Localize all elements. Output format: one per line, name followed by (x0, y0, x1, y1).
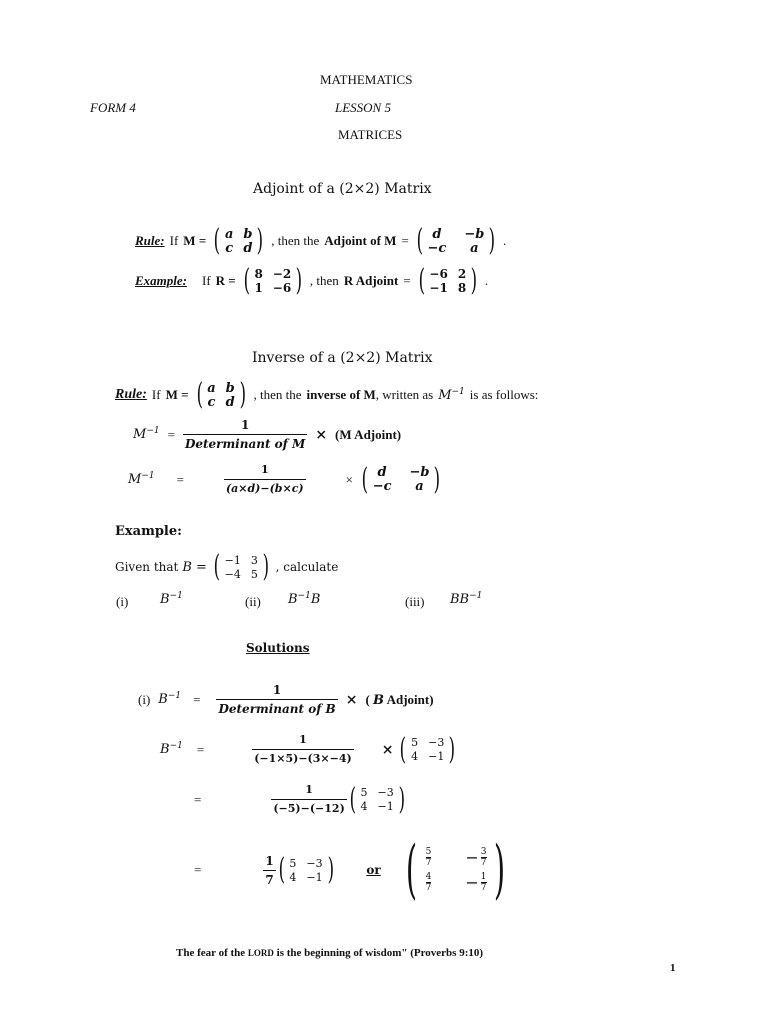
topic-title: MATRICES (338, 127, 403, 142)
formula1-lhs: $M^{-1}$ (133, 426, 160, 442)
solution-step-1 (138, 683, 434, 716)
solution-step-3 (194, 783, 407, 816)
step3-fraction: $\frac{1}{(-5)-(-12)}$ (273, 783, 345, 815)
matrix-r-adj: ( −6 2 −1 8 ) (418, 263, 478, 298)
inverse-formula-1: $M^{-1}$ = $\frac{1}{\text{Determinant of M}}$ × (M Adjoint) (133, 418, 402, 451)
solution-step-2 (160, 733, 458, 766)
solution-step-4 (194, 833, 512, 907)
cell-neg-3-7: − $\frac{3}{7}$ (465, 847, 487, 868)
formula2-lhs: $M^{-1}$ (128, 471, 155, 487)
example-label: Example: (135, 273, 187, 288)
part-iii-expr: $BB^{-1}$ (450, 591, 483, 607)
step2-eq: = (196, 741, 205, 757)
given-text: Given that (115, 560, 179, 574)
formula2-matrix: ( d −b −c a ) (361, 461, 441, 497)
inverse-rule-text: , then the (253, 387, 302, 402)
step1-fraction: $\frac{1}{\text{Determinant of B}}$ (218, 683, 336, 716)
step4-matrix: ( 5 −3 4 −1 ) (278, 852, 334, 887)
step4-fraction-matrix: ( 5 7 − $\frac{3}{7}$ 4 7 − $\frac{1}{7}$ ) (405, 833, 505, 907)
inverse-symbol: $M^{-1}$ (438, 386, 465, 403)
step4-fraction: $\frac{1}{7}$ (265, 853, 274, 887)
inverse-rule-follows: is as follows: (469, 387, 539, 402)
inverse-formula-2: $M^{-1}$ = $\frac{1}{(a\times d)-(b\times c)}$ × ( d −b −c a ) (128, 463, 443, 496)
part-i-expr: $B^{-1}$ (160, 591, 183, 607)
subject-title: MATHEMATICS (320, 72, 413, 87)
calculate-text: , calculate (275, 560, 339, 574)
cell-4-7: 4 7 (425, 872, 432, 893)
step4-eq: = (194, 862, 202, 877)
step2-fraction: $\frac{1}{(-1\times 5)-(3\times-4)}$ (254, 733, 352, 765)
footer-quote: The fear of the LORD is the beginning of wisdom" (Proverbs 9:10) (176, 947, 484, 959)
step1-times: × (345, 691, 358, 708)
inverse-rule-bold: inverse of M (306, 387, 376, 402)
inverse-rule-label: Rule: (115, 387, 147, 402)
step2-matrix: ( 5 −3 4 −1 ) (400, 731, 456, 767)
part-ii-num: (ii) (245, 594, 261, 609)
step2-times: × (381, 741, 394, 758)
example-heading: Example: (115, 524, 182, 539)
formula1-adjoint: (M Adjoint) (335, 426, 402, 442)
matrix-b: ( −1 3 −4 5 ) (213, 549, 269, 584)
formula2-fraction: $\frac{1}{(a\times d)-(b\times c)}$ (225, 463, 304, 495)
ex-then: , then (309, 273, 339, 288)
adjoint-rule: Rule: If M = ( a b c d ) , then the Adjoint of M = ( d −b −c a ) . (135, 223, 507, 258)
part-i-num: (i) (116, 594, 129, 609)
rule-then: , then the (271, 233, 320, 248)
lesson-label: LESSON 5 (335, 100, 391, 115)
formula1-times: × (315, 426, 328, 443)
step3-matrix: ( 5 −3 4 −1 ) (349, 781, 405, 817)
step3-eq: = (194, 791, 202, 807)
inverse-rule (115, 377, 539, 412)
step1-lhs: $B^{-1}$ (158, 691, 182, 707)
solutions-heading: Solutions (246, 641, 310, 655)
inverse-rule-m: M = (165, 387, 189, 402)
given-b: B = (182, 559, 207, 575)
step1-eq: = (193, 691, 201, 707)
matrix-adj-m: ( d −b −c a ) (416, 223, 496, 258)
adjoint-heading: Adjoint of a (2×2) Matrix (253, 181, 432, 197)
cell-neg-1-7: − $\frac{1}{7}$ (465, 872, 487, 893)
step2-lhs: $B^{-1}$ (160, 741, 183, 757)
inverse-matrix-m: ( a b c d ) (196, 377, 246, 412)
part-ii-expr: $B^{-1}B$ (288, 591, 321, 607)
formula1-fraction: $\frac{1}{\text{Determinant of M}}$ (184, 418, 306, 451)
page-number: 1 (670, 962, 676, 974)
rule-if: If (169, 233, 179, 248)
adjoint-example: Example: If R = ( 8 −2 1 −6 ) , then R Adjoint = ( −6 2 −1 8 ) . (135, 263, 489, 298)
rule-adjoint-of: Adjoint of M (324, 233, 397, 248)
ex-eq: = (403, 273, 411, 288)
ex-r: R = (215, 273, 236, 288)
formula2-times: × (345, 471, 353, 487)
example-given (115, 549, 339, 584)
ex-if: If (202, 273, 211, 288)
matrix-m: ( a b c d ) (213, 223, 264, 258)
inverse-rule-if: If (151, 387, 161, 402)
rule-eq: = (401, 233, 409, 248)
step4-or: or (366, 863, 381, 877)
inverse-rule-written: , written as (375, 387, 434, 402)
part-iii-num: (iii) (405, 594, 425, 609)
matrix-r: ( 8 −2 1 −6 ) (243, 263, 303, 298)
form-label: FORM 4 (90, 100, 136, 115)
step1-num: (i) (138, 691, 151, 707)
inverse-heading: Inverse of a (2×2) Matrix (252, 350, 433, 366)
rule-label: Rule: (135, 233, 165, 248)
ex-r-adjoint: R Adjoint (343, 273, 399, 288)
cell-5-7: 5 7 (425, 847, 432, 868)
step1-adjoint: ( B Adjoint) (365, 691, 434, 708)
rule-m: M = (183, 233, 207, 248)
